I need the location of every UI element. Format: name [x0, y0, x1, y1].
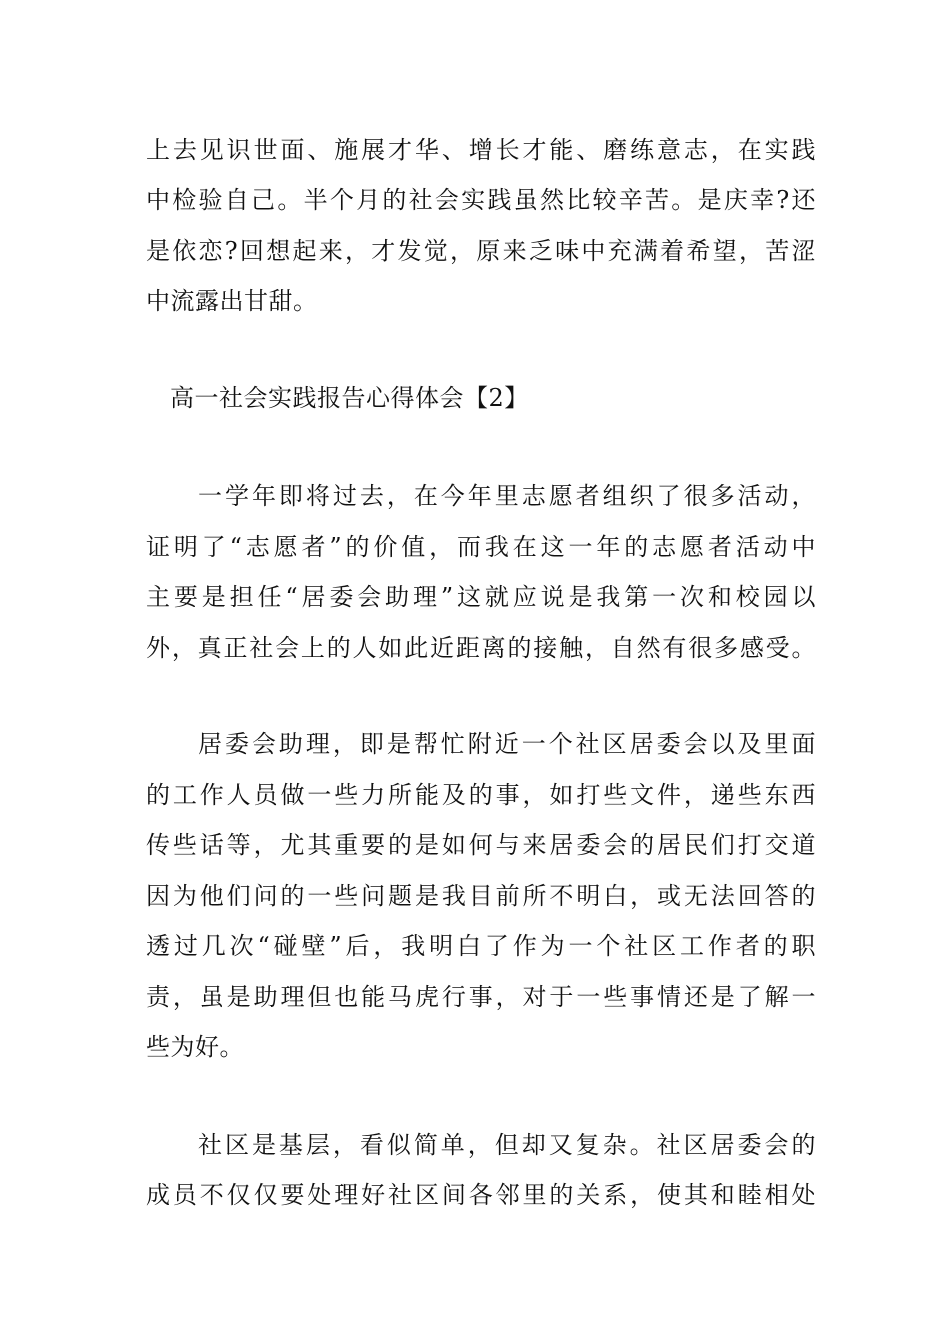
text-line: 上去见识世面、施展才华、增长才能、磨练意志，在实践 — [146, 136, 816, 164]
text-line: 因为他们问的一些问题是我目前所不明白，或无法回答的 — [146, 882, 816, 910]
text-line: 中检验自己。半个月的社会实践虽然比较辛苦。是庆幸?还 — [146, 186, 816, 214]
text-line: 成员不仅仅要处理好社区间各邻里的关系，使其和睦相处 — [146, 1181, 816, 1209]
text-line: 证明了“志愿者”的价值，而我在这一年的志愿者活动中 — [146, 533, 816, 561]
text-line: 居委会助理，即是帮忙附近一个社区居委会以及里面 — [198, 730, 816, 758]
text-line: 些为好。 — [146, 1033, 244, 1061]
text-line: 一学年即将过去，在今年里志愿者组织了很多活动， — [198, 482, 816, 510]
section-heading: 高一社会实践报告心得体会【2】 — [170, 384, 529, 412]
text-line: 主要是担任“居委会助理”这就应说是我第一次和校园以 — [146, 583, 816, 611]
text-line: 责，虽是助理但也能马虎行事，对于一些事情还是了解一 — [146, 983, 816, 1011]
text-line: 透过几次“碰壁”后，我明白了作为一个社区工作者的职 — [146, 932, 816, 960]
text-line: 中流露出甘甜。 — [146, 287, 318, 315]
text-line: 的工作人员做一些力所能及的事，如打些文件，递些东西 — [146, 781, 816, 809]
text-line: 传些话等，尤其重要的是如何与来居委会的居民们打交道 — [146, 831, 816, 859]
text-line: 是依恋?回想起来，才发觉，原来乏味中充满着希望，苦涩 — [146, 237, 816, 265]
text-line: 外，真正社会上的人如此近距离的接触，自然有很多感受。 — [146, 634, 816, 662]
text-line: 社区是基层，看似简单，但却又复杂。社区居委会的 — [198, 1131, 816, 1159]
